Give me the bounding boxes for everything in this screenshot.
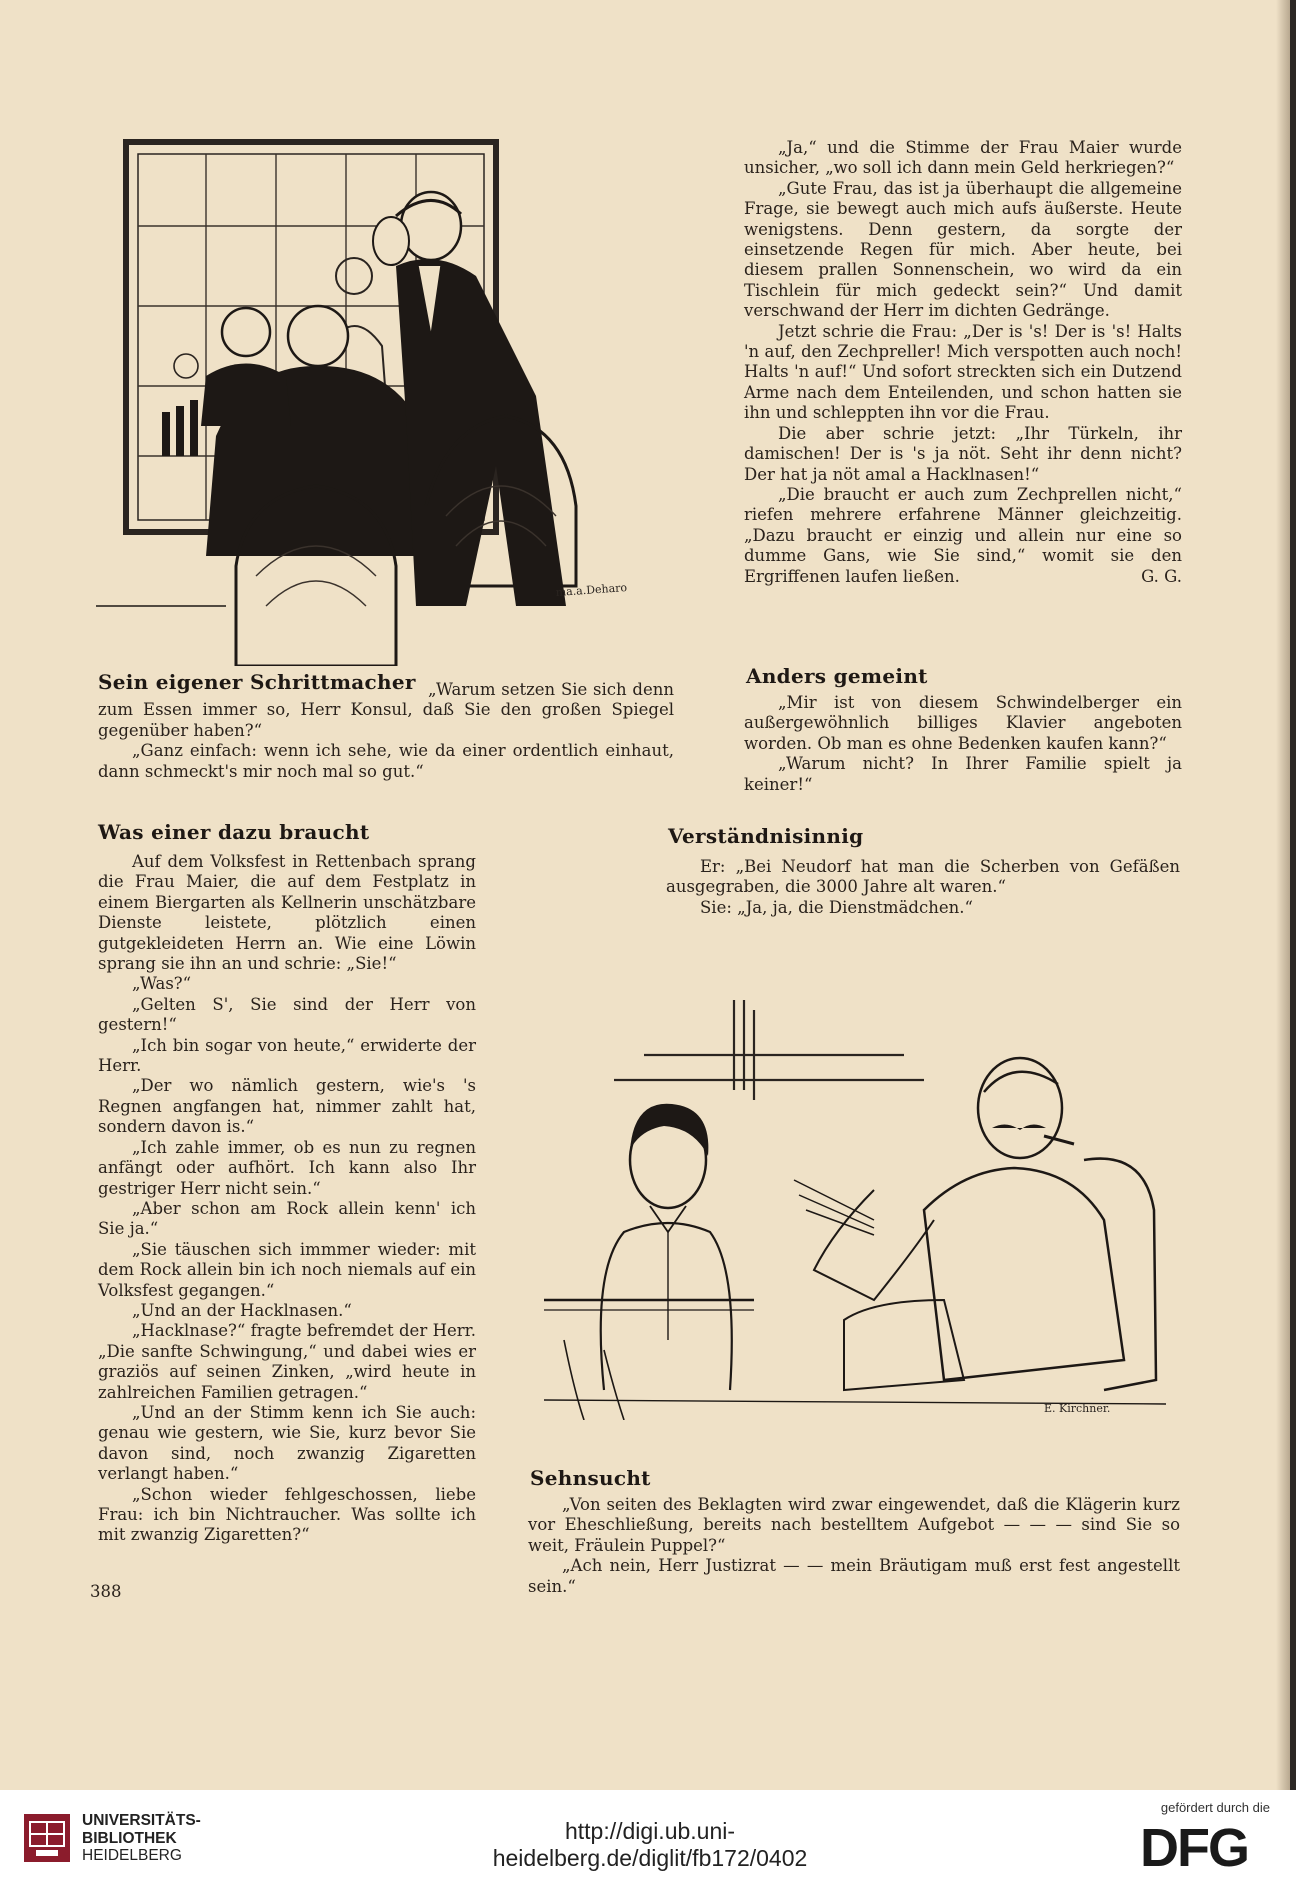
- section-anders-gemeint: [744, 693, 1182, 795]
- heading-was-einer-dazu-braucht: Was einer dazu braucht: [98, 820, 370, 844]
- paragraph: „Gute Frau, das ist ja überhaupt die allgemeine Frage, sie bewegt auch mich aufs äußerste. Heute wenigstens. Denn gestern, da sorgte der einsetzende Regen für mich. Aber heute, bei diesem prallen Sonnenschein, wo wird da ein Tischlein für mich gedeckt sein?“ Und damit verschwand der Herr im dichten Gedränge.: [744, 178, 1182, 321]
- library-name-line: UNIVERSITÄTS-: [82, 1812, 201, 1829]
- paragraph: „Warum setzen Sie sich denn zum Essen immer so, Herr Konsul, daß Sie den großen Spiegel gegenüber haben?“: [98, 680, 674, 740]
- paragraph: Auf dem Volksfest in Rettenbach sprang die Frau Maier, die auf dem Festplatz in einem Biergarten als Kellnerin unschätzbare Dienste leistete, plötzlich einen gutgekleideten Herrn an. Wie eine Löwin sprang sie ihn an und schrie: „Sie!“: [98, 852, 476, 974]
- top-illustration-signature: ma.a.Deharo: [555, 581, 628, 599]
- heading-anders-gemeint: Anders gemeint: [746, 664, 928, 688]
- paragraph: „Und an der Stimm kenn ich Sie auch: genau wie gestern, wie Sie, kurz bevor Sie davon sind, noch zwanzig Zigaretten verlangt haben.“: [98, 1402, 476, 1484]
- paragraph-text: „Die braucht er auch zum Zechprellen nicht,“ riefen mehrere erfahrene Männer gleichzeitig. „Dazu braucht er einzig und allein nur eine so dumme Gans, wie Sie sind,“ womit sie den Ergriffenen laufen ließen.: [744, 484, 1182, 586]
- section-was-einer-dazu-braucht: [98, 852, 476, 1546]
- paragraph: „Was?“: [132, 974, 192, 994]
- paragraph: [744, 485, 1182, 587]
- paragraph: Die aber schrie jetzt: „Ihr Türkeln, ihr damischen! Der is 's ja nöt. Seht ihr denn nicht? Der hat ja nöt amal a Hacklnasen!“: [744, 423, 1182, 484]
- funding-note: gefördert durch die: [1160, 1800, 1270, 1815]
- section-sehnsucht: [528, 1495, 1180, 1597]
- bottom-illustration-signature: E. Kirchner.: [1044, 1402, 1111, 1415]
- paragraph: Sie: „Ja, ja, die Dienstmädchen.“: [700, 897, 973, 917]
- heading-schrittmacher: Sein eigener Schrittmacher: [98, 670, 416, 694]
- heading-verstaendnisinnig: Verständnisinnig: [668, 824, 864, 848]
- paragraph: „Warum nicht? In Ihrer Familie spielt ja keiner!“: [744, 754, 1182, 794]
- paragraph: „Aber schon am Rock allein kenn' ich Sie ja.“: [98, 1198, 476, 1239]
- office-scene-illustration: [544, 1000, 1166, 1420]
- story-continuation: [744, 138, 1182, 587]
- paragraph: „Von seiten des Beklagten wird zwar eingewendet, daß die Klägerin kurz vor Eheschließung, bereits nach bestelltem Aufgebot — — — sind Sie so weit, Fräulein Puppel?“: [528, 1495, 1180, 1555]
- paragraph: Er: „Bei Neudorf hat man die Scherben von Gefäßen ausgegraben, die 3000 Jahre alt waren.“: [666, 857, 1180, 897]
- paragraph: „Gelten S', Sie sind der Herr von gestern!“: [98, 994, 476, 1035]
- library-name-line: HEIDELBERG: [82, 1847, 182, 1864]
- dfg-logo-text: DFG: [1140, 1820, 1248, 1872]
- paragraph: „Ganz einfach: wenn ich sehe, wie da einer ordentlich einhaut, dann schmeckt's mir noch mal so gut.“: [98, 741, 674, 781]
- paragraph: „Und an der Hacklnasen.“: [132, 1300, 352, 1320]
- paragraph: „Mir ist von diesem Schwindelberger ein außergewöhnlich billiges Klavier angeboten worden. Ob man es ohne Bedenken kaufen kann?“: [744, 693, 1182, 753]
- page-number: 388: [90, 1582, 122, 1601]
- paragraph: „Der wo nämlich gestern, wie's 's Regnen angfangen hat, nimmer zahlt hat, sondern davon is.“: [98, 1076, 476, 1137]
- digitization-footer: [0, 1790, 1296, 1886]
- paragraph: „Ich bin sogar von heute,“ erwiderte der Herr.: [98, 1035, 476, 1076]
- university-seal-icon: [22, 1812, 72, 1864]
- dfg-logo: [1140, 1820, 1266, 1872]
- paragraph: „Ja,“ und die Stimme der Frau Maier wurde unsicher, „wo soll ich dann mein Geld herkriegen?“: [744, 138, 1182, 178]
- library-name-line: BIBLIOTHEK: [82, 1829, 177, 1847]
- restaurant-mirror-illustration: [96, 136, 688, 666]
- section-verstaendnisinnig: [666, 857, 1180, 918]
- paragraph: „Ich zahle immer, ob es nun zu regnen anfängt oder aufhört. Ich kann also Ihr gestriger Herr nicht sein.“: [98, 1137, 476, 1198]
- library-name: [82, 1812, 201, 1865]
- paragraph: „Ach nein, Herr Justizrat — — mein Bräutigam muß erst fest angestellt sein.“: [528, 1556, 1180, 1596]
- section-schrittmacher: [98, 680, 674, 782]
- paragraph: Jetzt schrie die Frau: „Der is 's! Der is 's! Halts 'n auf, den Zechpreller! Mich verspotten auch noch! Halts 'n auf!“ Und sofort streckten sich ein Dutzend Arme nach dem Enteilenden, und schon hatten sie ihn und schleppten ihn vor die Frau.: [744, 321, 1182, 423]
- heading-sehnsucht: Sehnsucht: [530, 1466, 651, 1490]
- paragraph: „Hacklnase?“ fragte befremdet der Herr. „Die sanfte Schwingung,“ und dabei wies er graziös auf seinen Zinken, „wird heute in zahlreichen Familien getragen.“: [98, 1321, 476, 1402]
- paragraph: „Sie täuschen sich immmer wieder: mit dem Rock allein bin ich noch niemals auf ein Volksfest gegangen.“: [98, 1239, 476, 1300]
- permalink-url[interactable]: http://digi.ub.uni-heidelberg.de/diglit/fb172/0402: [492, 1818, 808, 1871]
- author-initials: G. G.: [1141, 566, 1182, 586]
- paragraph: „Schon wieder fehlgeschossen, liebe Frau: ich bin Nichtraucher. Was sollte ich mit zwanzig Zigaretten?“: [98, 1484, 476, 1545]
